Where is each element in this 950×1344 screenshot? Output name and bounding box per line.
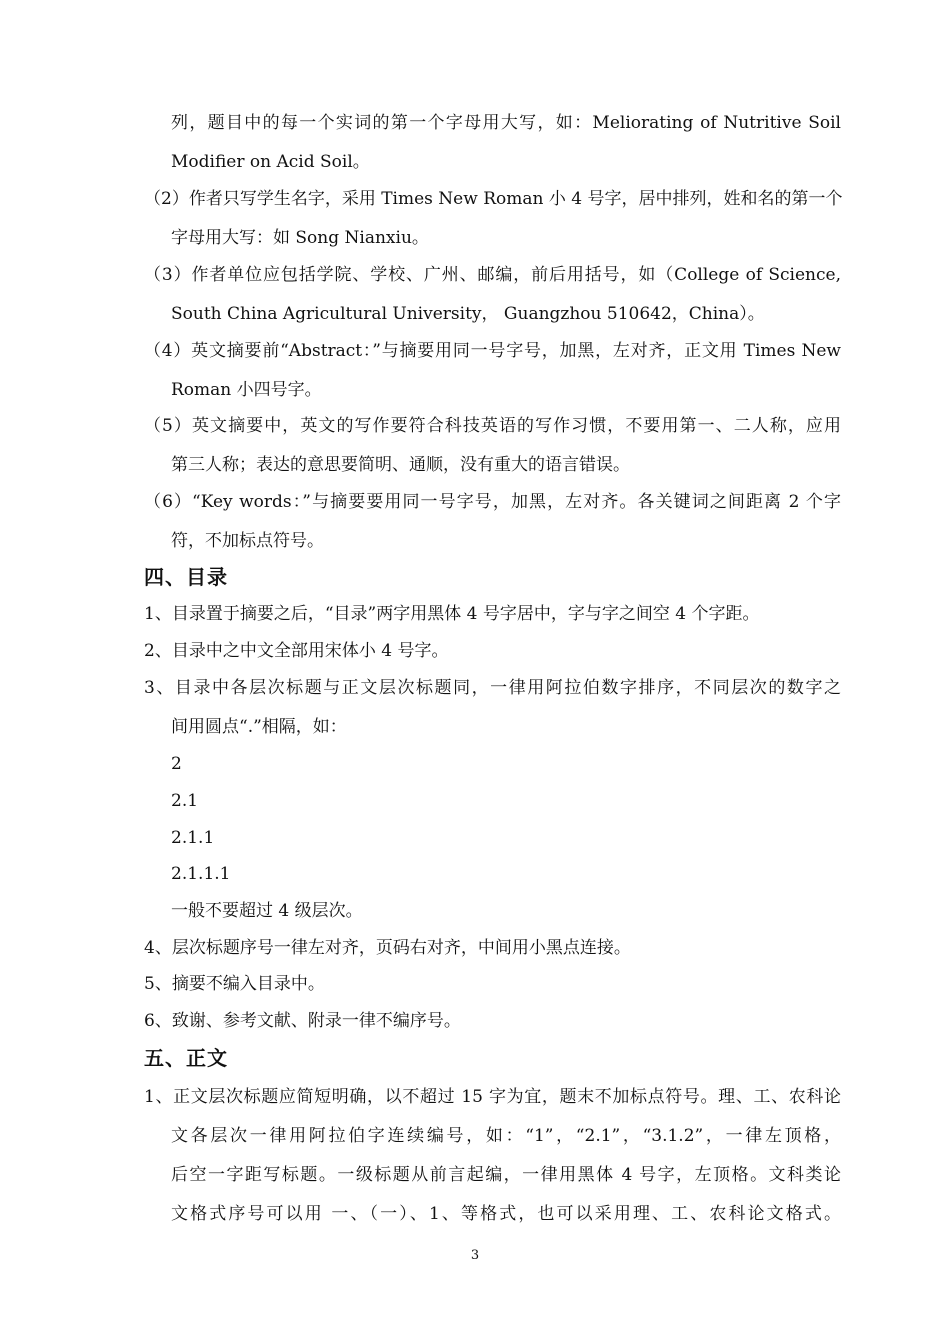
text-line: Roman 小四号字。: [171, 380, 322, 400]
numbering-example: 2.1.1: [171, 828, 215, 848]
numbering-example: 2: [171, 754, 182, 774]
text-line: （6）“Key words：”与摘要要用同一号字号，加黑，左对齐。各关键词之间距离 2 个字: [144, 492, 841, 512]
text-line: （5）英文摘要中，英文的写作要符合科技英语的写作习惯，不要用第一、二人称，应用: [144, 416, 841, 436]
numbering-example: 2.1.1.1: [171, 864, 231, 884]
page-number: 3: [470, 1248, 480, 1263]
text-line: 第三人称；表达的意思要简明、通顺，没有重大的语言错误。: [171, 455, 630, 475]
section-heading: 五、正文: [144, 1046, 228, 1070]
text-line: Modifier on Acid Soil。: [171, 152, 370, 172]
text-line: 3、目录中各层次标题与正文层次标题同，一律用阿拉伯数字排序，不同层次的数字之: [144, 678, 841, 698]
text-line: 1、目录置于摘要之后，“目录”两字用黑体 4 号字居中，字与字之间空 4 个字距。: [144, 604, 760, 624]
section-heading: 四、目录: [144, 565, 228, 589]
text-line: （4）英文摘要前“Abstract：”与摘要用同一号字号，加黑，左对齐，正文用 Times New: [144, 341, 841, 361]
text-line: （3）作者单位应包括学院、学校、广州、邮编，前后用括号，如（College of Science,: [144, 265, 841, 285]
text-line: 2、目录中之中文全部用宋体小 4 号字。: [144, 641, 449, 661]
text-line: 符，不加标点符号。: [171, 531, 324, 551]
text-line: 6、致谢、参考文献、附录一律不编序号。: [144, 1011, 461, 1031]
text-line: 后空一字距写标题。一级标题从前言起编，一律用黑体 4 号字，左顶格。文科类论: [171, 1165, 841, 1185]
text-line: 5、摘要不编入目录中。: [144, 974, 325, 994]
text-line: 文各层次一律用阿拉伯字连续编号，如：“1”，“2.1”，“3.1.2”，一律左顶格，: [171, 1126, 841, 1146]
numbering-example: 2.1: [171, 791, 199, 811]
text-line: 4、层次标题序号一律左对齐，页码右对齐，中间用小黑点连接。: [144, 938, 631, 958]
text-line: 字母用大写：如 Song Nianxiu。: [171, 228, 429, 248]
text-line: South China Agricultural University， Guangzhou 510642，China）。: [171, 304, 765, 324]
text-line: 列，题目中的每一个实词的第一个字母用大写，如：Meliorating of Nutritive Soil: [171, 113, 841, 133]
text-line: （2）作者只写学生名字，采用 Times New Roman 小 4 号字，居中排列，姓和名的第一个: [144, 189, 843, 209]
text-line: 间用圆点“.”相隔，如：: [171, 717, 347, 737]
text-line: 1、正文层次标题应简短明确，以不超过 15 字为宜，题末不加标点符号。理、工、农科论: [144, 1087, 841, 1107]
text-line: 一般不要超过 4 级层次。: [171, 901, 363, 921]
text-line: 文格式序号可以用 一、（一）、1、等格式，也可以采用理、工、农科论文格式。: [171, 1204, 841, 1224]
